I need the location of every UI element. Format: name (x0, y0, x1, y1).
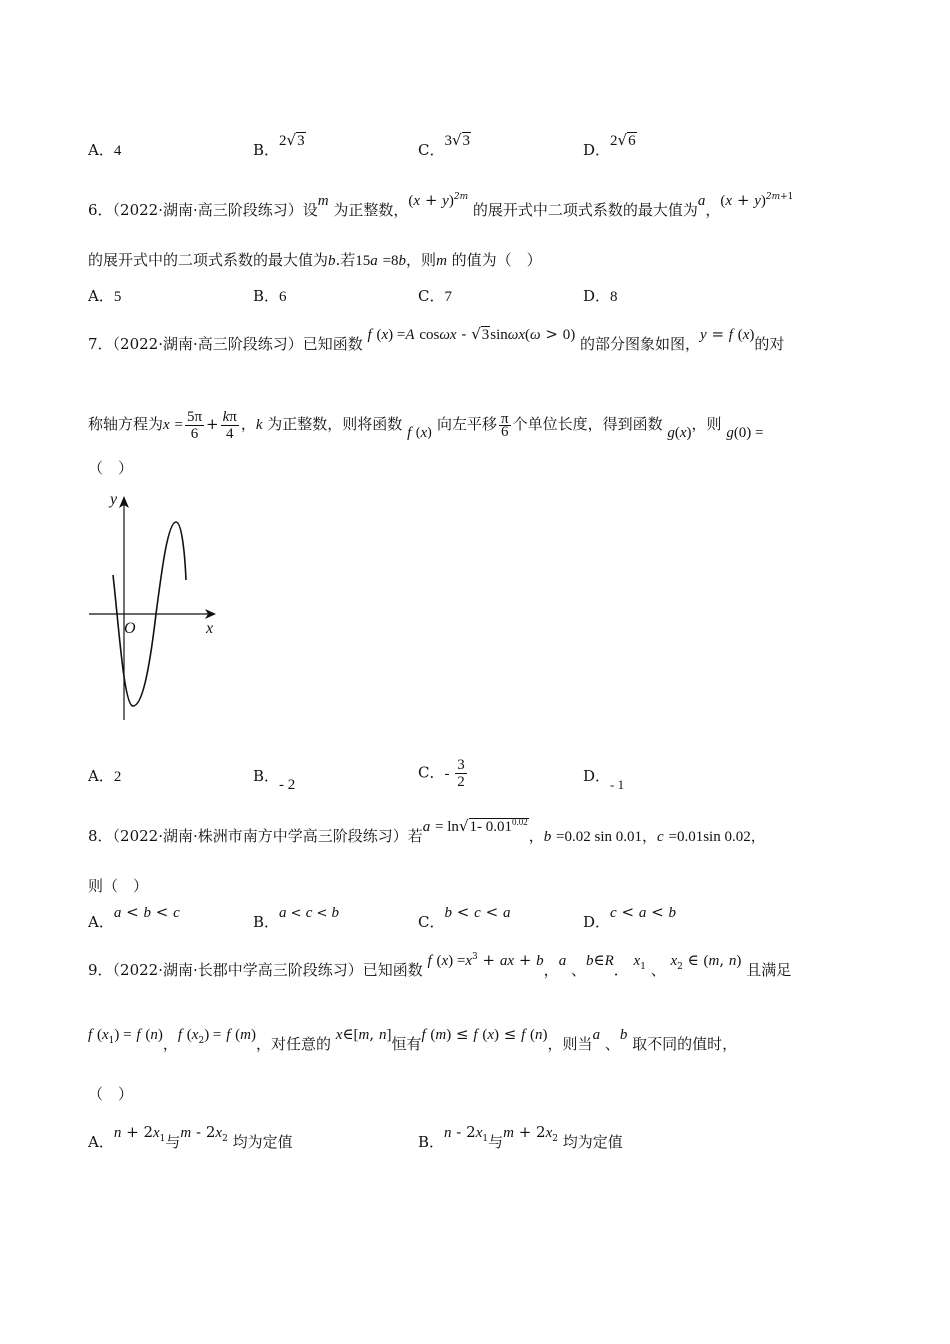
q7-option-d[interactable]: D．- 1 (583, 767, 625, 792)
q9-option-a[interactable]: A．$n + 2x_1$与m - $2x_2$ 均为定值 (88, 1123, 293, 1151)
q5-option-a[interactable]: A．4 (88, 141, 122, 159)
q7-stem-line1: 7．（2022·湖南·高三阶段练习）已知函数 f (x) =A cosωx - √3sinωx(ω > 0) 的部分图象如图，y = f (x)的对 (88, 325, 785, 353)
q8-stem-line1: 8．（2022·湖南·株洲市南方中学高三阶段练习）若a = ln√1- $0.01^{0.02}$，b =0.02 sin 0.01，c =0.01sin 0.02， (88, 817, 766, 845)
q7-option-c[interactable]: C．- $\frac{3}{2}$ (418, 757, 465, 790)
q9-stem-line1: 9．（2022·湖南·长郡中学高三阶段练习）已知函数 f $(x) =x^3$ + ax + b，a 、b∈R． $x_1$ 、 $x_2$ ∈ (m, n) 且满足 (88, 951, 792, 979)
q9-option-b[interactable]: B．n - $2x_1$与$m + 2x_2$ 均为定值 (418, 1123, 623, 1151)
q7-option-b[interactable]: B．- 2 (253, 767, 296, 793)
q6-option-a[interactable]: A．5 (88, 287, 122, 305)
q6-option-b[interactable]: B．6 (253, 287, 287, 305)
q7-function-graph (86, 488, 226, 728)
q5-option-c[interactable]: C．3√3 (418, 131, 471, 159)
q9-stem-line2: f $(x_1) = f$ (n)，f $(x_2) = f$ (m)，对任意的 x∈[m, n]恒有f (m) ≤ f (x) ≤ f (n)，则当a 、b 取不同的值时， (88, 1025, 738, 1053)
q5-option-b[interactable]: B．2√3 (253, 131, 305, 159)
q9-stem-line3: （ ） (88, 1085, 134, 1103)
q6-stem-line1: 6．（2022·湖南·高三阶段练习）设m 为正整数，$(x + y)^{2m}$ 的展开式中二项式系数的最大值为a，$(x + y)^{2m+1}$ (88, 191, 794, 219)
q6-stem-line2: 的展开式中的二项式系数的最大值为b.若15a =8b，则m 的值为（ ） (88, 251, 542, 269)
q7-stem-line2: 称轴方程为x = $\frac{5\pi}{6}$ + $\frac{k\pi}{4}$ ，k 为正整数，则将函数 f (x) 向左平移 $\frac{\pi}{6}$ 个单位长度，得到函数 g(x)，则 g(0) = (88, 408, 764, 442)
q8-option-b[interactable]: B．a < c < b (253, 905, 340, 931)
q8-option-c[interactable]: C．b < c < a (418, 903, 511, 931)
q6-option-c[interactable]: C．7 (418, 287, 452, 305)
x-axis-label: x (206, 620, 214, 637)
y-axis-label: y (110, 491, 118, 508)
origin-label: O (124, 620, 136, 637)
q8-option-d[interactable]: D．c < a < b (583, 903, 676, 931)
q7-stem-line3: （ ） (88, 459, 134, 477)
q6-option-d[interactable]: D．8 (583, 287, 618, 305)
q8-option-a[interactable]: A．a < b < c (88, 903, 180, 931)
q8-stem-line2: 则（ ） (88, 877, 149, 895)
q7-option-a[interactable]: A．2 (88, 767, 122, 785)
q5-option-d[interactable]: D．2√6 (583, 131, 636, 159)
